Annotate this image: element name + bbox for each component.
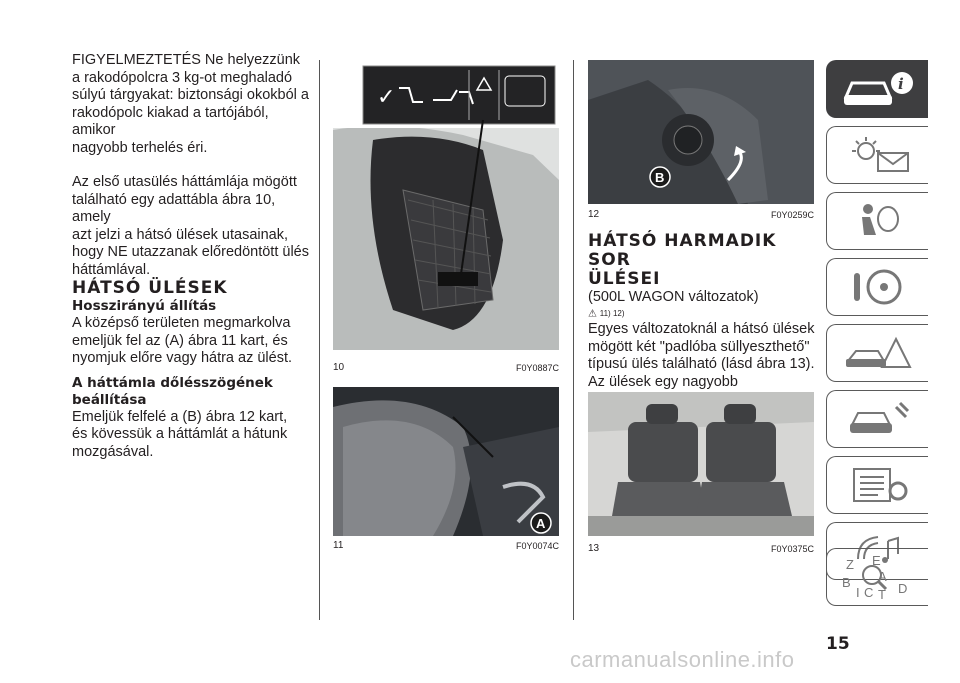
figure-number: 13 <box>588 543 600 554</box>
index-letter: B <box>841 575 851 590</box>
subheading: Hosszirányú állítás <box>72 298 217 314</box>
body-line: emeljük fel az (A) ábra 11 kart, és <box>72 332 288 349</box>
figure-12 <box>588 60 814 204</box>
section-heading: HÁTSÓ HARMADIK SOR <box>588 231 777 270</box>
body-line: Egyes változatoknál a hátsó ülések <box>588 321 815 338</box>
figure-caption <box>588 543 814 554</box>
warning-line: nagyobb terhelés éri. <box>72 139 208 156</box>
tab-car-info[interactable] <box>826 60 928 118</box>
figure-11 <box>333 387 559 536</box>
figure-caption <box>333 362 559 373</box>
car-info-icon <box>838 67 918 111</box>
index-letter: C <box>863 585 873 600</box>
backrest-lever-b-illustration <box>588 60 814 204</box>
tab-safety[interactable] <box>826 192 928 250</box>
seat-lever-a-illustration <box>333 387 559 536</box>
lights-warning-icon <box>838 133 918 177</box>
left-column <box>72 52 312 461</box>
note-line: hogy NE utazzanak előredöntött ülés <box>72 244 309 260</box>
body-line: A középső területen megmarkolva <box>72 315 291 331</box>
figure-caption <box>588 209 814 220</box>
figure-code: F0Y0887C <box>515 363 559 373</box>
figure-13 <box>588 392 814 536</box>
body-line: mögött két "padlóba süllyeszthető" <box>588 338 810 355</box>
warning-triangle-icon: ⚠ <box>588 308 597 320</box>
driving-icon <box>838 265 918 309</box>
variant-note: (500L WAGON változatok) <box>588 289 759 305</box>
section-heading: HÁTSÓ ÜLÉSEK <box>72 278 228 298</box>
reference-line <box>588 307 820 322</box>
subheading: A háttámla dőlésszögének <box>72 374 273 391</box>
body-line: Emeljük felfelé a (B) ábra 12 kart, <box>72 408 288 425</box>
tab-technical-data[interactable] <box>826 456 928 514</box>
seat-back-label-illustration <box>333 60 559 350</box>
note-line: háttámlával. <box>72 261 151 278</box>
tab-index[interactable] <box>826 548 928 606</box>
body-line: mozgásával. <box>72 443 154 460</box>
page-number: 15 <box>826 634 850 654</box>
warning-line: rakodópolc kiakad a tartójából, amikor <box>72 104 269 138</box>
tab-maintenance[interactable] <box>826 390 928 448</box>
index-letter: I <box>855 585 860 600</box>
note-line: azt jelzi a hátsó ülések utasainak, <box>72 226 289 243</box>
figure-code: F0Y0074C <box>515 541 559 551</box>
reference-numbers: 11) 12) <box>599 308 625 318</box>
tab-starting-driving[interactable] <box>826 258 928 316</box>
body-line: és kövessük a háttámlát a hátunk <box>72 426 288 442</box>
figure-code: F0Y0259C <box>770 210 814 220</box>
svg-text:✓: ✓ <box>377 85 396 110</box>
specifications-icon <box>838 463 918 507</box>
tab-emergency[interactable] <box>826 324 928 382</box>
index-letter: A <box>877 569 887 584</box>
subheading: beállítása <box>72 391 147 408</box>
body-line: típusú ülés található (lásd ábra 13). <box>588 356 815 373</box>
index-letter: T <box>877 587 886 601</box>
section-heading: ÜLÉSEI <box>588 269 661 289</box>
column-divider <box>319 60 320 620</box>
figure-caption <box>333 540 559 551</box>
figure-number: 12 <box>588 209 600 220</box>
note-line: található egy adattábla ábra 10, amely <box>72 191 276 225</box>
figure-10 <box>333 60 559 350</box>
callout-label: A <box>536 516 546 531</box>
warning-line: a rakodópolcra 3 kg-ot meghaladó <box>72 69 293 86</box>
index-letter: E <box>871 553 881 568</box>
note-line: Az első utasülés háttámlája mögött <box>72 174 297 190</box>
figure-number: 11 <box>333 540 344 551</box>
figure-code: F0Y0375C <box>770 544 814 554</box>
index-letter: D <box>897 581 907 596</box>
tab-lights-warnings[interactable] <box>826 126 928 184</box>
index-letter: Z <box>845 557 854 572</box>
svg-text:i: i <box>897 75 904 93</box>
airbag-icon <box>838 199 918 243</box>
warning-line: súlyú tárgyakat: biztonsági okokból a <box>72 87 309 103</box>
column-divider <box>573 60 574 620</box>
warning-line: FIGYELMEZTETÉS Ne helyezzünk <box>72 52 301 68</box>
road-warning-icon <box>838 331 918 375</box>
third-row-seats-illustration <box>588 392 814 536</box>
figure-number: 10 <box>333 362 345 373</box>
index-icon <box>838 553 918 601</box>
car-service-icon <box>838 397 918 441</box>
watermark: carmanualsonline.info <box>570 647 795 672</box>
body-line: Az ülések egy nagyobb <box>588 373 738 390</box>
body-line: nyomjuk előre vagy hátra az ülést. <box>72 350 293 366</box>
callout-label: B <box>655 170 665 185</box>
